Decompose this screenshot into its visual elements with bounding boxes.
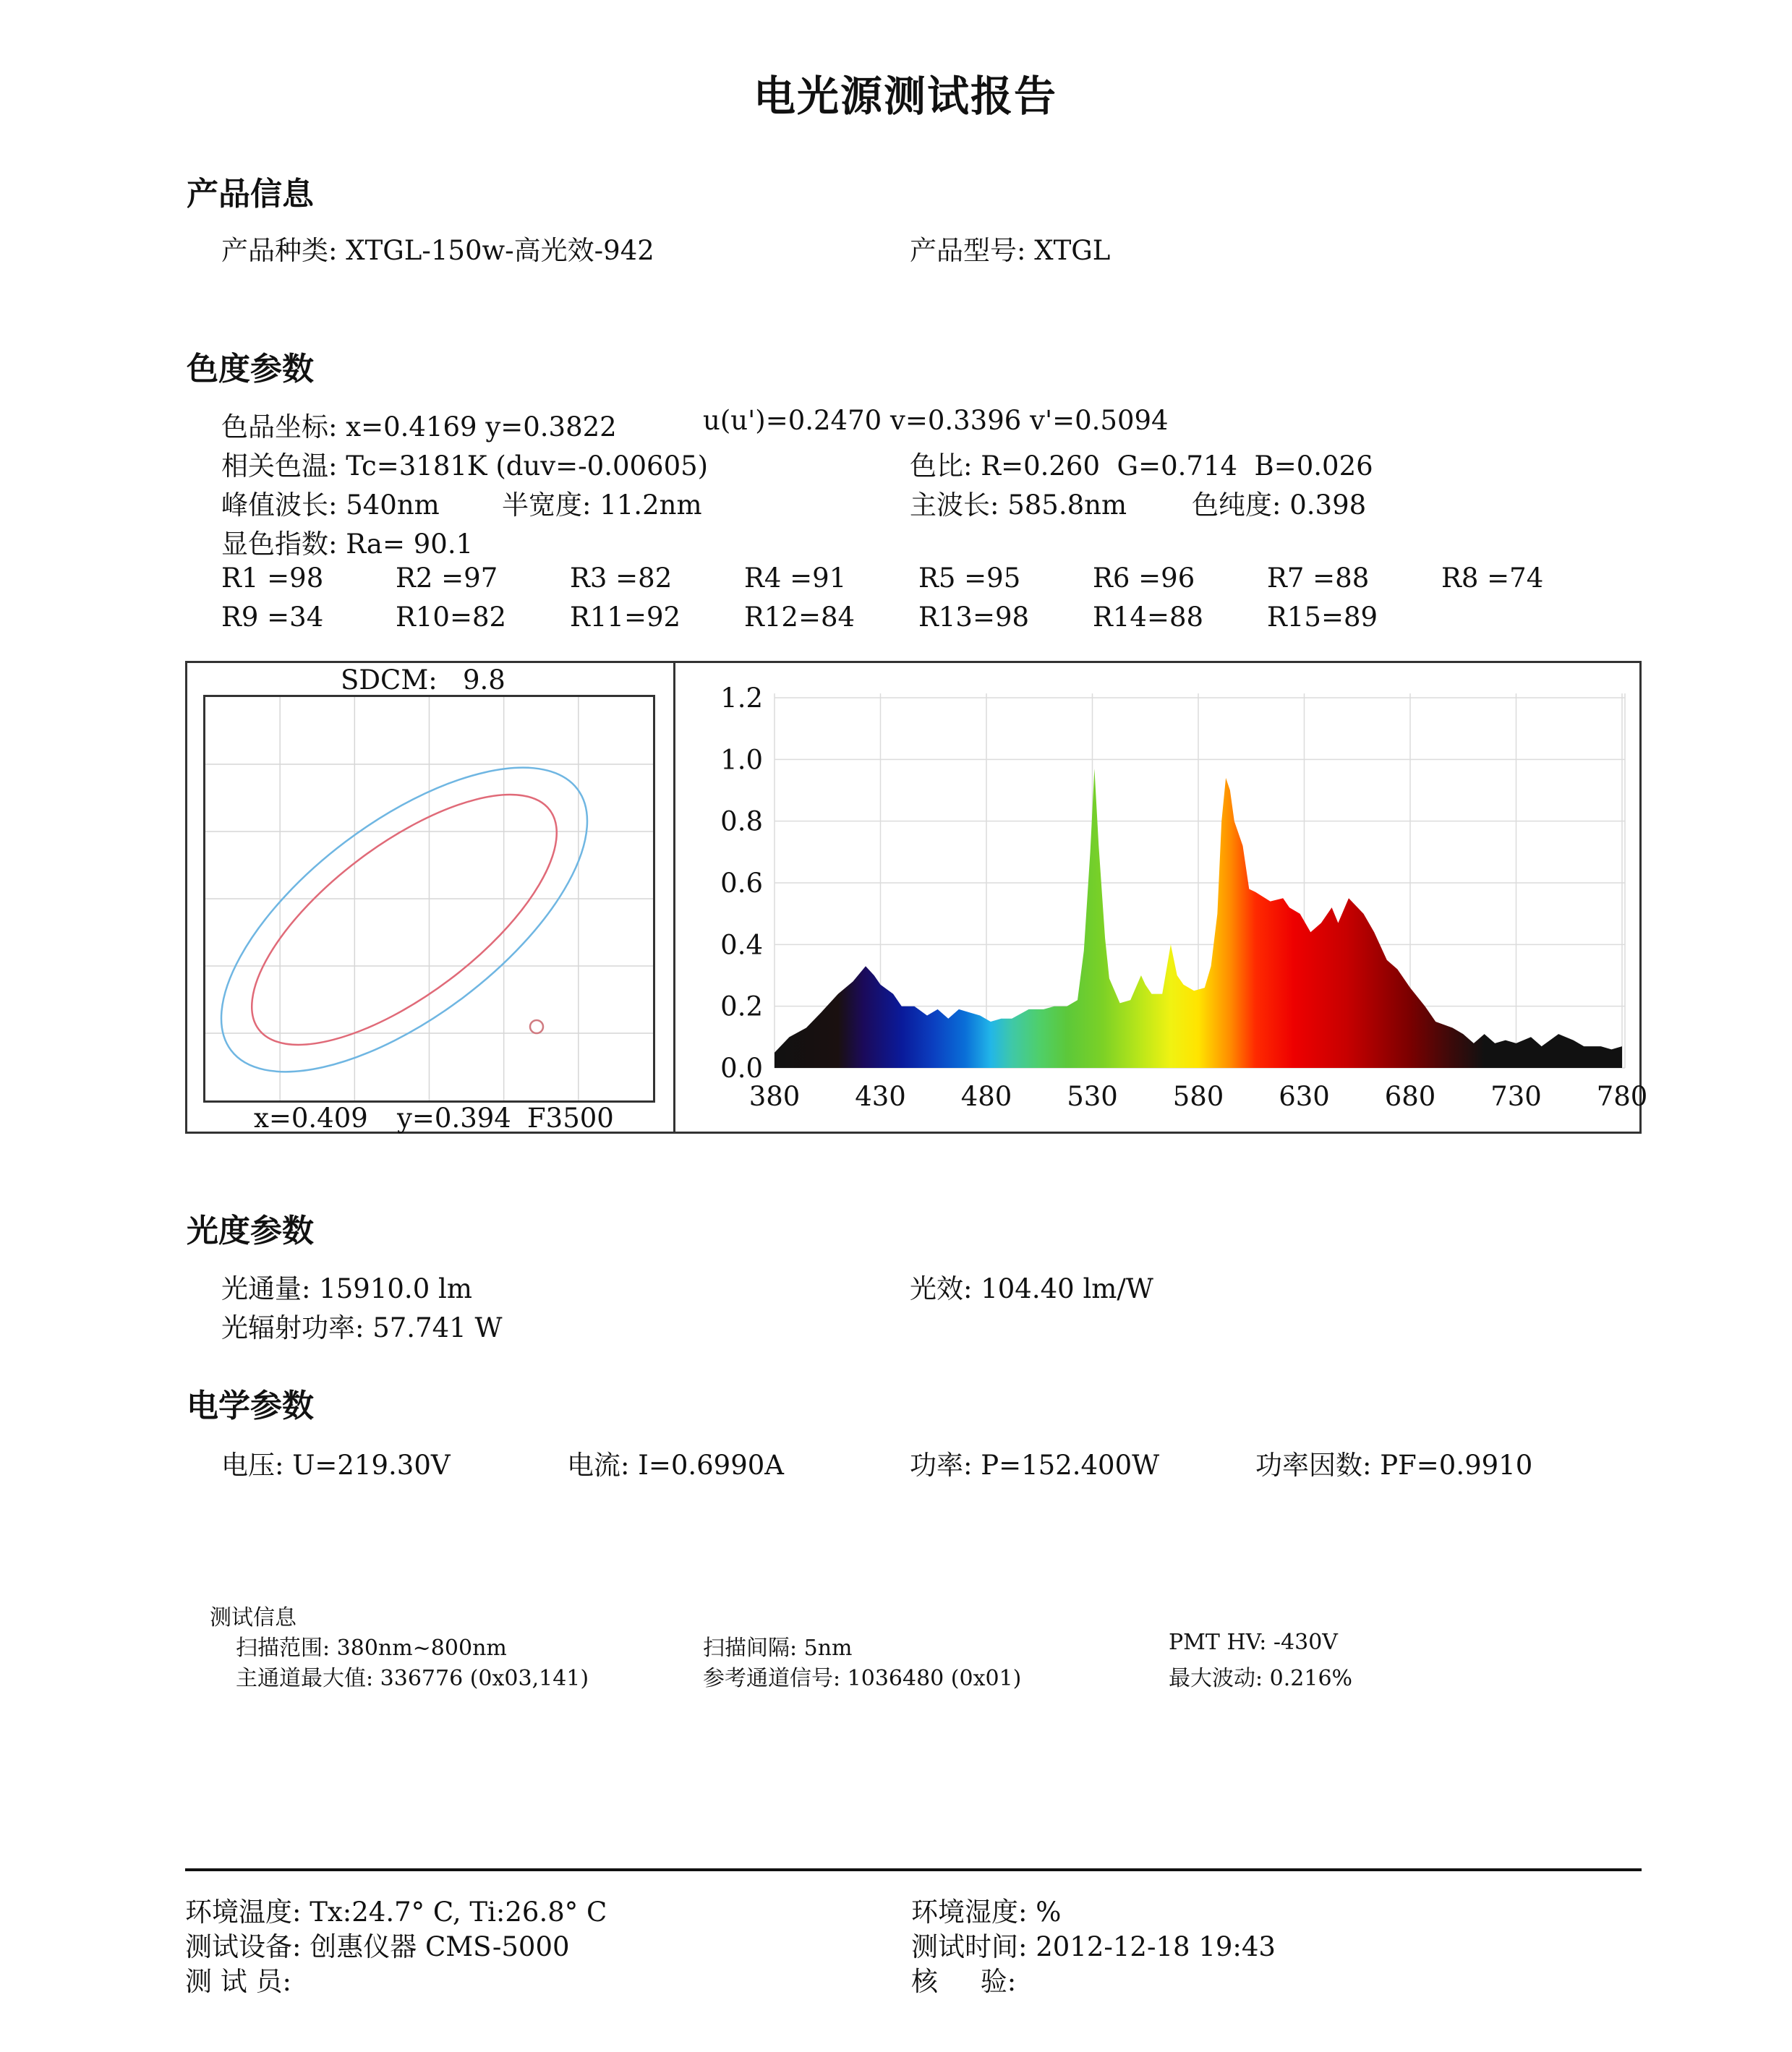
- sdcm-label: SDCM: 9.8: [341, 664, 505, 696]
- cri-r7: R7 =88: [1267, 563, 1370, 594]
- color-purity: 色纯度: 0.398: [1192, 490, 1367, 521]
- cri-r4: R4 =91: [744, 563, 847, 594]
- spectrum-x-tick-label: 380: [748, 1081, 801, 1112]
- test-equipment: 测试设备: 创惠仪器 CMS-5000: [185, 1931, 570, 1962]
- cri-r14: R14=88: [1093, 602, 1204, 633]
- panel-divider: [673, 663, 675, 1132]
- spectrum-chart: [678, 666, 1648, 1129]
- max-fluctuation: 最大波动: 0.216%: [1169, 1666, 1353, 1691]
- peak-wavelength: 峰值波长: 540nm: [221, 490, 440, 521]
- product-info-heading: 产品信息: [187, 176, 314, 213]
- spectrum-x-tick-label: 780: [1596, 1081, 1648, 1112]
- scan-interval: 扫描间隔: 5nm: [703, 1636, 853, 1661]
- cri-r12: R12=84: [744, 602, 856, 633]
- sdcm-ellipse-svg: [205, 697, 653, 1100]
- spectrum-x-tick-label: 430: [855, 1081, 906, 1112]
- main-channel-max: 主通道最大值: 336776 (0x03,141): [236, 1666, 589, 1691]
- radiant-power: 光辐射功率: 57.741 W: [221, 1312, 503, 1343]
- cie-y-label: y=0.394: [397, 1103, 511, 1134]
- cri-r11: R11=92: [570, 602, 681, 633]
- spectrum-y-ticks: [720, 683, 763, 1084]
- spectrum-y-tick-label: 0.8: [720, 805, 763, 837]
- chromaticity-coords: 色品坐标: x=0.4169 y=0.3822: [221, 411, 617, 443]
- spectrum-x-tick-label: 730: [1490, 1081, 1542, 1112]
- spectrum-x-tick-label: 580: [1172, 1081, 1224, 1112]
- spectrum-y-tick-label: 0.6: [720, 868, 763, 899]
- uv-coords: u(u')=0.2470 v=0.3396 v'=0.5094: [703, 405, 1169, 436]
- electrical-heading: 电学参数: [187, 1388, 314, 1424]
- spectrum-y-tick-label: 1.0: [720, 744, 763, 776]
- spectrum-y-tick-label: 0.4: [720, 929, 763, 961]
- voltage: 电压: U=219.30V: [221, 1450, 451, 1481]
- scan-range: 扫描范围: 380nm~800nm: [236, 1636, 507, 1661]
- spectrum-y-tick-label: 0.2: [720, 991, 763, 1022]
- product-category: 产品种类: XTGL-150w-高光效-942: [221, 235, 654, 266]
- luminous-efficacy: 光效: 104.40 lm/W: [910, 1273, 1153, 1304]
- cri-r6: R6 =96: [1093, 563, 1195, 594]
- tester: 测 试 员:: [185, 1966, 291, 1997]
- report-title: 电光源测试报告: [754, 72, 1058, 121]
- inner-ellipse: [213, 750, 595, 1089]
- cri-r15: R15=89: [1267, 602, 1378, 633]
- cri-r2: R2 =97: [396, 563, 498, 594]
- test-time: 测试时间: 2012-12-18 19:43: [911, 1931, 1276, 1962]
- power-factor: 功率因数: PF=0.9910: [1255, 1450, 1533, 1481]
- reference-signal: 参考通道信号: 1036480 (0x01): [703, 1666, 1022, 1691]
- color-ratio: 色比: R=0.260 G=0.714 B=0.026: [910, 450, 1373, 482]
- cri-r5: R5 =95: [918, 563, 1021, 594]
- cct-value: 相关色温: Tc=3181K (duv=-0.00605): [221, 450, 709, 482]
- spectrum-y-tick-label: 0.0: [720, 1053, 763, 1084]
- cie-x-label: x=0.409: [254, 1103, 368, 1134]
- cri-r9: R9 =34: [221, 602, 324, 633]
- checker: 核 验:: [911, 1966, 1017, 1997]
- cri-r3: R3 =82: [570, 563, 673, 594]
- measured-point: [530, 1020, 543, 1033]
- chart-panel: [185, 661, 1648, 1134]
- cri-r1: R1 =98: [221, 563, 324, 594]
- ambient-humidity: 环境湿度: %: [911, 1897, 1062, 1928]
- luminous-flux: 光通量: 15910.0 lm: [221, 1273, 472, 1304]
- cri-r13: R13=98: [918, 602, 1030, 633]
- spectrum-y-tick-label: 1.2: [720, 683, 763, 714]
- fwhm: 半宽度: 11.2nm: [502, 490, 702, 521]
- sdcm-ellipse-plot: [203, 695, 655, 1103]
- spectrum-x-ticks: [749, 1081, 1648, 1112]
- power: 功率: P=152.400W: [910, 1450, 1160, 1481]
- current: 电流: I=0.6990A: [567, 1450, 785, 1481]
- color-params-heading: 色度参数: [187, 351, 314, 388]
- product-model: 产品型号: XTGL: [910, 235, 1111, 266]
- spectrum-x-tick-label: 480: [960, 1081, 1012, 1112]
- photometric-heading: 光度参数: [187, 1213, 314, 1249]
- cri-ra: 显色指数: Ra= 90.1: [221, 529, 474, 560]
- footer-rule: [185, 1868, 1642, 1871]
- cri-r10: R10=82: [396, 602, 507, 633]
- ambient-temperature: 环境温度: Tx:24.7° C, Ti:26.8° C: [185, 1897, 607, 1928]
- pmt-hv: PMT HV: -430V: [1169, 1630, 1338, 1655]
- spectrum-x-tick-label: 680: [1384, 1081, 1436, 1112]
- test-info-heading: 测试信息: [210, 1605, 296, 1630]
- cri-r8: R8 =74: [1441, 563, 1544, 594]
- spectrum-x-tick-label: 630: [1279, 1081, 1330, 1112]
- cie-standard-label: F3500: [527, 1103, 614, 1134]
- outer-ellipse: [172, 711, 636, 1129]
- dominant-wavelength: 主波长: 585.8nm: [910, 490, 1127, 521]
- spectrum-x-tick-label: 530: [1067, 1081, 1118, 1112]
